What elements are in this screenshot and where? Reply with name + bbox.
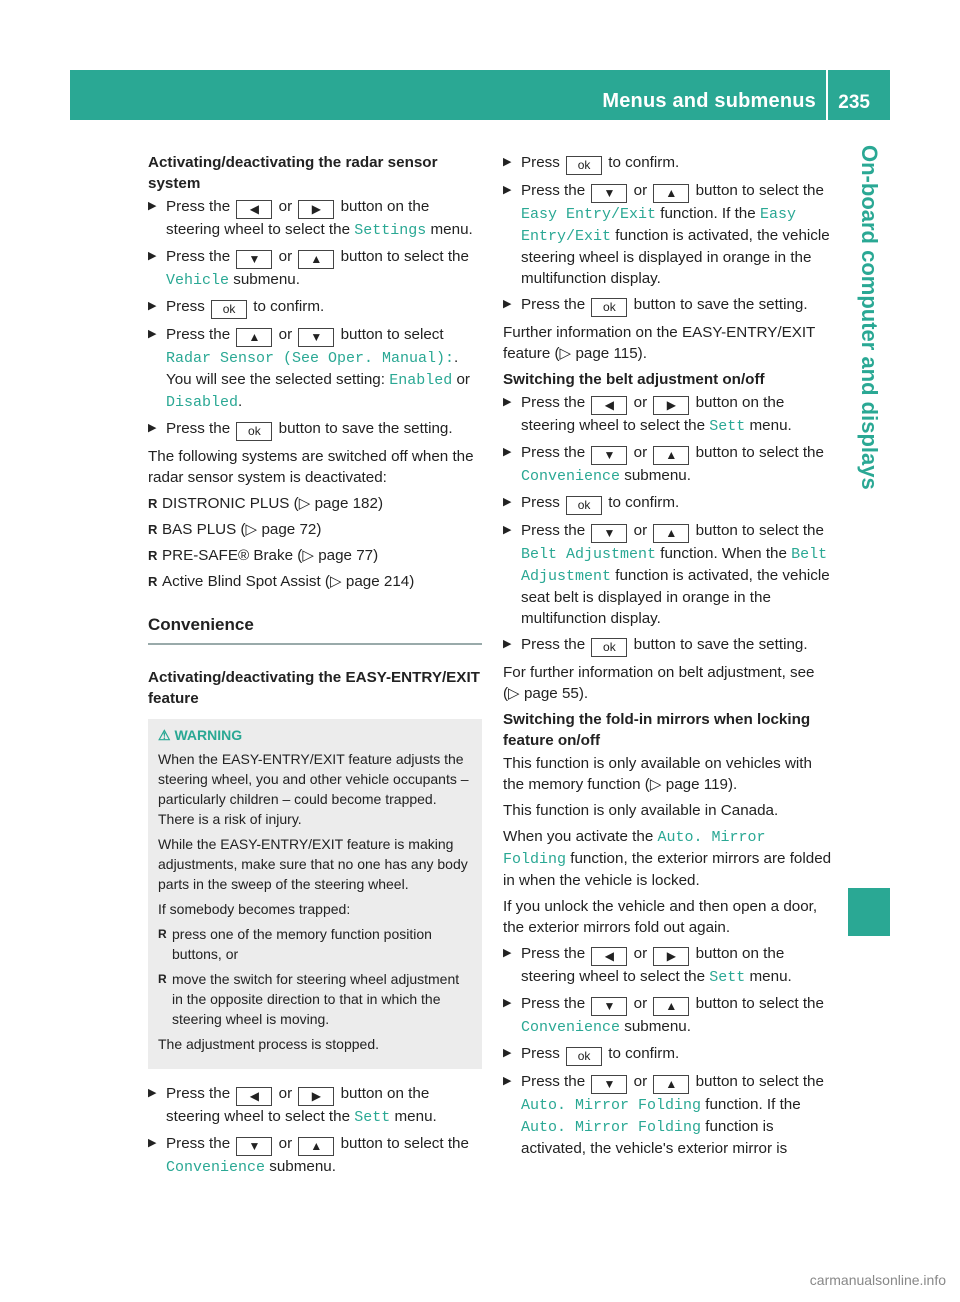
down-key-icon: ▼ — [591, 997, 627, 1016]
page-number: 235 — [838, 92, 870, 113]
right-key-icon: ▶ — [653, 947, 689, 966]
ok-key-icon: ok — [566, 156, 602, 175]
warning-text: The adjustment process is stopped. — [158, 1036, 380, 1052]
up-key-icon: ▲ — [236, 328, 272, 347]
heading-easy-entry: Activating/deactivating the EASY-ENTRY/EXIT feature — [148, 669, 480, 707]
right-key-icon: ▶ — [298, 1087, 334, 1106]
step: ▶ Press the ◀ or ▶ button on the steering wheel to select the Sett menu. — [148, 1083, 482, 1128]
left-column — [148, 152, 482, 1183]
warning-box — [148, 719, 482, 1069]
up-key-icon: ▲ — [653, 184, 689, 203]
paragraph: This function is only available in Canada. — [503, 802, 779, 819]
paragraph: Further information on the EASY-ENTRY/EXIT feature (▷ page 115). — [503, 324, 816, 362]
up-key-icon: ▲ — [653, 446, 689, 465]
header-divider — [826, 70, 828, 120]
step: ▶ Press the ◀ or ▶ button on the steering wheel to select the Sett menu. — [503, 392, 833, 437]
left-key-icon: ◀ — [236, 1087, 272, 1106]
right-key-icon: ▶ — [298, 200, 334, 219]
section-title: Convenience — [148, 615, 254, 634]
ok-key-icon: ok — [566, 1047, 602, 1066]
bullet: R DISTRONIC PLUS (▷ page 182) — [148, 493, 482, 514]
down-key-icon: ▼ — [591, 1075, 627, 1094]
down-key-icon: ▼ — [591, 184, 627, 203]
warning-bullet: R press one of the memory function position buttons, or — [158, 924, 472, 964]
heading-mirrors: Switching the fold-in mirrors when locking feature on/off — [503, 711, 811, 749]
step: ▶ Press the ok button to save the setting. — [503, 634, 833, 657]
down-key-icon: ▼ — [591, 446, 627, 465]
up-key-icon: ▲ — [298, 250, 334, 269]
footer-watermark: carmanualsonline.info — [809, 1272, 946, 1288]
step: ▶ Press the ▼ or ▲ button to select the Convenience submenu. — [503, 993, 833, 1038]
step: ▶ Press the ◀ or ▶ button on the steering wheel to select the Sett menu. — [503, 943, 833, 988]
header-title: Menus and submenus — [602, 90, 816, 112]
left-key-icon: ◀ — [591, 396, 627, 415]
warning-title: ⚠ WARNING — [158, 727, 243, 743]
paragraph: For further information on belt adjustment, see (▷ page 55). — [503, 664, 815, 702]
step: ▶ Press the ok button to save the setting. — [503, 294, 833, 317]
step: ▶ Press the ▼ or ▲ button to select the Auto. Mirror Folding function. If the Auto. Mirror Folding function is activated, the vehicle's exterior mirror is — [503, 1071, 833, 1159]
step: ▶ Press ok to confirm. — [148, 296, 482, 319]
side-section-label: On-board computer and displays — [857, 145, 882, 490]
bullet: R PRE-SAFE® Brake (▷ page 77) — [148, 545, 482, 566]
section-divider — [148, 643, 482, 645]
warning-text: If somebody becomes trapped: — [158, 901, 351, 917]
warning-text: When the EASY-ENTRY/EXIT feature adjusts the steering wheel, you and other vehicle occupants – particularly children – could become trapped. There is a risk of injury. — [158, 751, 469, 827]
down-key-icon: ▼ — [236, 250, 272, 269]
bullet: R BAS PLUS (▷ page 72) — [148, 519, 482, 540]
step: ▶ Press ok to confirm. — [503, 152, 833, 175]
left-key-icon: ◀ — [591, 947, 627, 966]
step: ▶ Press the ▼ or ▲ button to select the Easy Entry/Exit function. If the Easy Entry/Exit function is activated, the vehicle steering wheel is displayed in orange in the multifunction display. — [503, 180, 833, 289]
ok-key-icon: ok — [236, 422, 272, 441]
step: ▶ Press the ▼ or ▲ button to select the Convenience submenu. — [503, 442, 833, 487]
step: ▶ Press ok to confirm. — [503, 1043, 833, 1066]
step: ▶ Press the ◀ or ▶ button on the steering wheel to select the Settings menu. — [148, 196, 482, 241]
step: ▶ Press the ok button to save the setting. — [148, 418, 482, 441]
right-key-icon: ▶ — [653, 396, 689, 415]
left-key-icon: ◀ — [236, 200, 272, 219]
side-marker — [848, 888, 890, 936]
paragraph: This function is only available on vehicles with the memory function (▷ page 119). — [503, 755, 812, 793]
heading-radar: Activating/deactivating the radar sensor system — [148, 154, 438, 192]
ok-key-icon: ok — [211, 300, 247, 319]
step: ▶ Press the ▼ or ▲ button to select the Convenience submenu. — [148, 1133, 482, 1178]
up-key-icon: ▲ — [653, 524, 689, 543]
right-column — [503, 152, 833, 1164]
up-key-icon: ▲ — [653, 997, 689, 1016]
paragraph: If you unlock the vehicle and then open a door, the exterior mirrors fold out again. — [503, 898, 818, 936]
up-key-icon: ▲ — [653, 1075, 689, 1094]
warning-text: While the EASY-ENTRY/EXIT feature is making adjustments, make sure that no one has any body parts in the sweep of the steering wheel. — [158, 836, 468, 892]
page-header — [70, 70, 890, 120]
step: ▶ Press the ▼ or ▲ button to select the Vehicle submenu. — [148, 246, 482, 291]
step: ▶ Press the ▼ or ▲ button to select the Belt Adjustment function. When the Belt Adjustment function is activated, the vehicle seat belt is displayed in orange in the multifunction display. — [503, 520, 833, 629]
step: ▶ Press ok to confirm. — [503, 492, 833, 515]
step: ▶ Press the ▲ or ▼ button to select Radar Sensor (See Oper. Manual):. You will see the selected setting: Enabled or Disabled. — [148, 324, 482, 413]
side-section-tab — [848, 145, 890, 725]
heading-belt: Switching the belt adjustment on/off — [503, 371, 765, 388]
paragraph: When you activate the Auto. Mirror Folding function, the exterior mirrors are folded in when the vehicle is locked. — [503, 828, 832, 889]
bullet: R Active Blind Spot Assist (▷ page 214) — [148, 571, 482, 592]
warning-bullet: R move the switch for steering wheel adjustment in the opposite direction to that in which the steering wheel is moving. — [158, 969, 472, 1029]
down-key-icon: ▼ — [298, 328, 334, 347]
ok-key-icon: ok — [591, 298, 627, 317]
up-key-icon: ▲ — [298, 1137, 334, 1156]
ok-key-icon: ok — [566, 496, 602, 515]
ok-key-icon: ok — [591, 638, 627, 657]
paragraph: The following systems are switched off when the radar sensor system is deactivated: — [148, 448, 474, 486]
down-key-icon: ▼ — [591, 524, 627, 543]
down-key-icon: ▼ — [236, 1137, 272, 1156]
